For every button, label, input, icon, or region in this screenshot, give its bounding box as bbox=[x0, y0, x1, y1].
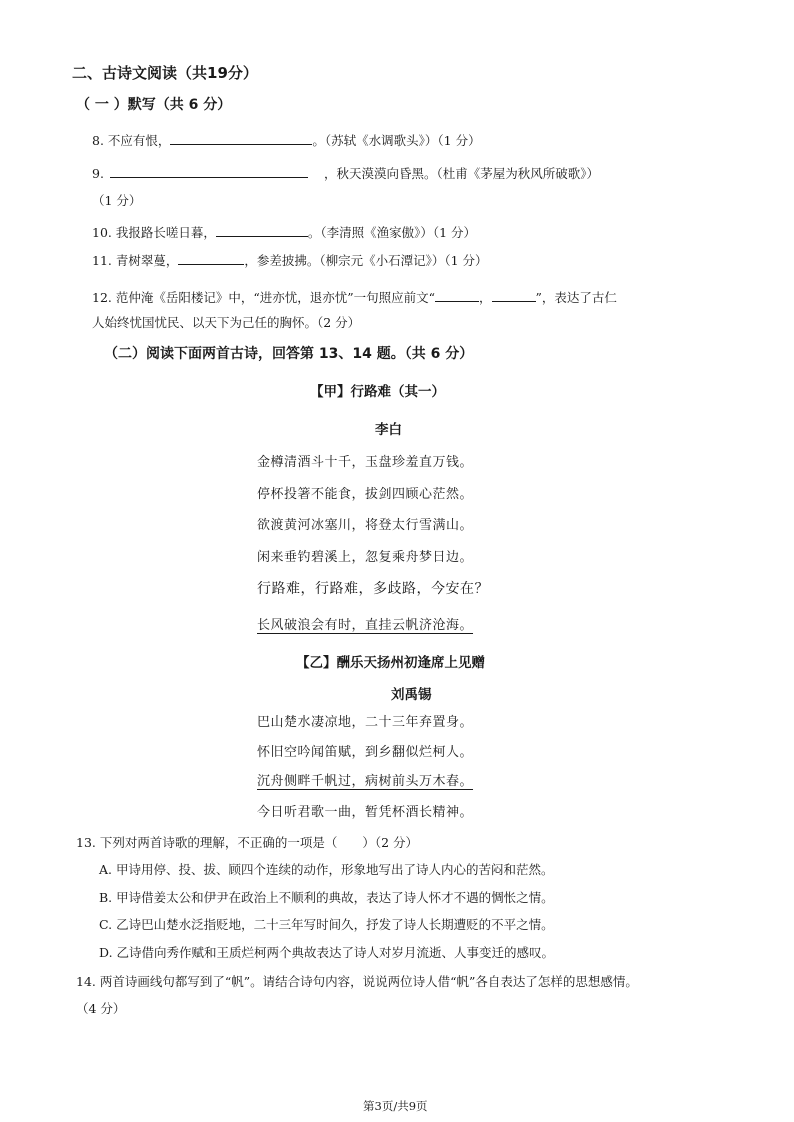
question-13-stem: 13. 下列对两首诗歌的理解，不正确的一项是（ ）（2 分） bbox=[76, 835, 419, 850]
question-8 bbox=[92, 131, 481, 149]
question-14-line1: 14. 两首诗画线句都写到了“帆”。请结合诗句内容，说说两位诗人借“帆”各自表达了怎样的思想感情。 bbox=[76, 974, 638, 989]
poem-b-line: 巴山楚水凄凉地，二十三年弃置身。 bbox=[257, 715, 474, 730]
q11-prefix: 11. 青树翠蔓， bbox=[92, 253, 179, 268]
poem-a-author: 李白 bbox=[375, 422, 402, 438]
section-title: 二、古诗文阅读（共19分） bbox=[72, 64, 258, 82]
poem-b-title: 【乙】酬乐天扬州初逢席上见赠 bbox=[296, 655, 485, 671]
q12-part-a: 12. 范仲淹《岳阳楼记》中，“进亦忧，退亦忧”一句照应前文“ bbox=[92, 290, 436, 305]
part2-title: （二）阅读下面两首古诗，回答第 13、14 题。（共 6 分） bbox=[104, 346, 474, 362]
q8-prefix: 8. 不应有恨， bbox=[92, 133, 171, 148]
question-10 bbox=[92, 223, 476, 241]
q9-suffix: ，秋天漠漠向昏黑。（杜甫《茅屋为秋风所破歌》） bbox=[323, 166, 599, 181]
poem-a-line: 欲渡黄河冰塞川，将登太行雪满山。 bbox=[257, 518, 474, 533]
q10-blank[interactable] bbox=[216, 224, 308, 237]
q12-line2: 人始终忧国忧民、以天下为己任的胸怀。（2 分） bbox=[92, 315, 361, 330]
q13-option-b[interactable]: B. 甲诗借姜太公和伊尹在政治上不顺利的典故，表达了诗人怀才不遇的惆怅之情。 bbox=[99, 890, 554, 905]
poem-a-line: 金樽清酒斗十千，玉盘珍羞直万钱。 bbox=[257, 455, 474, 470]
q13-option-d[interactable]: D. 乙诗借向秀作赋和王质烂柯两个典故表达了诗人对岁月流逝、人事变迁的感叹。 bbox=[99, 945, 555, 960]
q12-comma: ， bbox=[479, 290, 492, 305]
q11-blank[interactable] bbox=[178, 252, 244, 265]
q12-blank-1[interactable] bbox=[435, 289, 479, 302]
question-9 bbox=[92, 164, 599, 182]
q10-prefix: 10. 我报路长嗟日暮， bbox=[92, 225, 216, 240]
question-11 bbox=[92, 251, 488, 269]
poem-a-line: 闲来垂钓碧溪上，忽复乘舟梦日边。 bbox=[257, 550, 474, 565]
poem-b-line: 今日听君歌一曲，暂凭杯酒长精神。 bbox=[257, 805, 474, 820]
poem-a-line: 行路难，行路难，多歧路，今安在？ bbox=[257, 581, 489, 597]
poem-a-line: 停杯投箸不能食，拔剑四顾心茫然。 bbox=[257, 487, 474, 502]
q13-option-a[interactable]: A. 甲诗用停、投、拔、顾四个连续的动作，形象地写出了诗人内心的苦闷和茫然。 bbox=[99, 862, 554, 877]
part1-title: （ 一 ）默写（共 6 分） bbox=[76, 97, 232, 113]
q11-suffix: ，参差披拂。（柳宗元《小石潭记》）（1 分） bbox=[244, 253, 488, 268]
q9-prefix: 9. bbox=[92, 166, 104, 181]
page-number: 第3页/共9页 bbox=[363, 1099, 428, 1113]
poem-a-title: 【甲】行路难（其一） bbox=[310, 384, 445, 400]
q9-blank[interactable] bbox=[110, 165, 308, 178]
q9-score: （1 分） bbox=[92, 193, 142, 208]
q13-option-c[interactable]: C. 乙诗巴山楚水泛指贬地，二十三年写时间久，抒发了诗人长期遭贬的不平之情。 bbox=[99, 917, 554, 932]
question-12 bbox=[92, 288, 617, 306]
poem-a-underlined-line: 长风破浪会有时，直挂云帆济沧海。 bbox=[257, 618, 474, 633]
q12-part-b: ”，表达了古仁 bbox=[535, 290, 617, 305]
poem-b-line: 怀旧空吟闻笛赋，到乡翻似烂柯人。 bbox=[257, 745, 474, 760]
q8-blank[interactable] bbox=[170, 132, 312, 145]
question-14-line2: （4 分） bbox=[76, 1001, 126, 1016]
q10-suffix: 。（李清照《渔家傲》）（1 分） bbox=[307, 225, 477, 240]
q12-blank-2[interactable] bbox=[492, 289, 536, 302]
poem-b-underlined-line: 沉舟侧畔千帆过，病树前头万木春。 bbox=[257, 774, 474, 789]
poem-b-author: 刘禹锡 bbox=[391, 687, 432, 703]
q8-suffix: 。（苏轼《水调歌头》）（1 分） bbox=[312, 133, 481, 148]
